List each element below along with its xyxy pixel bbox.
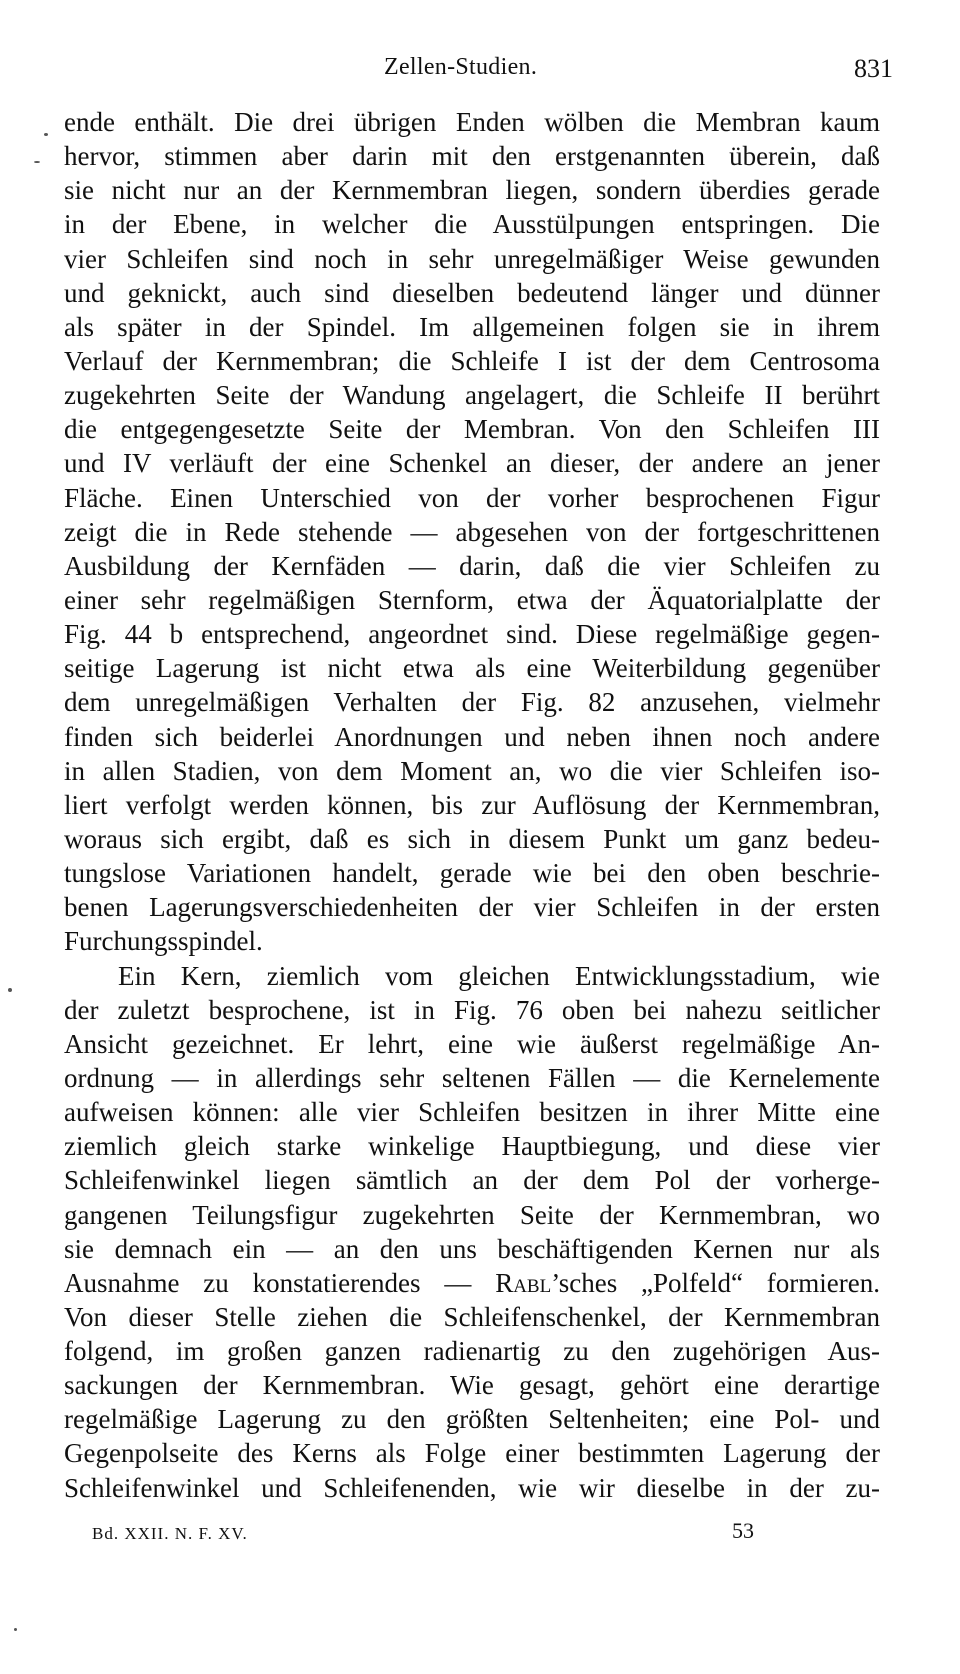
text-line: als später in der Spindel. Im allgemeinen folgen sie in ihrem <box>64 311 880 342</box>
text-line: ende enthält. Die drei übrigen Enden wölben die Membran kaum <box>64 107 880 137</box>
body-text <box>64 105 880 1505</box>
text-line: sie nicht nur an der Kernmembran liegen, sondern überdies gerade <box>64 175 880 206</box>
margin-speck <box>14 1628 17 1631</box>
text-line: Fig. 44 b entsprechend, angeordnet sind. Diese regelmäßige gegen- <box>64 619 880 650</box>
text-line: zeigt die in Rede stehende — abgesehen von der fortgeschrittenen <box>64 516 880 547</box>
text-line: Von dieser Stelle ziehen die Schleifenschenkel, der Kernmembran <box>64 1301 880 1332</box>
text-line: sie demnach ein — an den uns beschäftigenden Kernen nur als <box>64 1233 880 1264</box>
margin-speck <box>34 161 40 163</box>
paragraph-start-line: Ein Kern, ziemlich vom gleichen Entwicklungsstadium, wie <box>118 960 880 991</box>
text-line: die entgegengesetzte Seite der Membran. Von den Schleifen III <box>64 414 880 445</box>
text-line: vier Schleifen sind noch in sehr unregelmäßiger Weise gewunden <box>64 243 880 274</box>
sheet-number: 53 <box>732 1518 754 1543</box>
text-line: Ausbildung der Kernfäden — darin, daß die vier Schleifen zu <box>64 550 880 581</box>
running-title: Zellen-Studien. <box>384 54 538 80</box>
text-line: seitige Lagerung ist nicht etwa als eine Weiterbildung gegenüber <box>64 653 880 684</box>
text-line: finden sich beiderlei Anordnungen und neben ihnen noch andere <box>64 721 880 752</box>
text-line: liert verfolgt werden können, bis zur Auflösung der Kernmembran, <box>64 789 880 820</box>
text-line: in allen Stadien, von dem Moment an, wo die vier Schleifen iso- <box>64 755 880 786</box>
text-line: und geknickt, auch sind dieselben bedeutend länger und dünner <box>64 277 880 308</box>
text-line: tungslose Variationen handelt, gerade wie bei den oben beschrie- <box>64 858 880 889</box>
text-line: und IV verläuft der eine Schenkel an dieser, der andere an jener <box>64 448 880 479</box>
text-line: ziemlich gleich starke winkelige Hauptbiegung, und diese vier <box>64 1131 880 1162</box>
text-line: hervor, stimmen aber darin mit den erstgenannten überein, daß <box>64 141 880 172</box>
text-line: der zuletzt besprochene, ist in Fig. 76 oben bei nahezu seitlicher <box>64 994 880 1025</box>
text-line: Gegenpolseite des Kerns als Folge einer bestimmten Lagerung der <box>64 1438 880 1469</box>
text-line: einer sehr regelmäßigen Sternform, etwa der Äquatorialplatte der <box>64 584 880 615</box>
text-line: zugekehrten Seite der Wandung angelagert, die Schleife II berührt <box>64 380 880 411</box>
text-line: dem unregelmäßigen Verhalten der Fig. 82 anzusehen, vielmehr <box>64 687 880 718</box>
paragraph-end-line: Furchungsspindel. <box>64 926 263 957</box>
text-line: Schleifenwinkel und Schleifenenden, wie wir dieselbe in der zu- <box>64 1472 880 1503</box>
text-line: benen Lagerungsverschiedenheiten der vier Schleifen in der ersten <box>64 892 880 923</box>
text-line: Ansicht gezeichnet. Er lehrt, eine wie äußerst regelmäßige An- <box>64 1028 880 1059</box>
text-line: sackungen der Kernmembran. Wie gesagt, gehört eine derartige <box>64 1370 880 1401</box>
margin-speck <box>44 133 48 136</box>
text-line: aufweisen können: alle vier Schleifen besitzen in ihrer Mitte eine <box>64 1097 880 1128</box>
text-line: woraus sich ergibt, daß es sich in diesem Punkt um ganz bedeu- <box>64 823 880 854</box>
text-line: Ausnahme zu konstatierendes — Rabl’sches „Polfeld“ formieren. <box>64 1267 881 1298</box>
page-number: 831 <box>854 54 893 83</box>
text-line: in der Ebene, in welcher die Ausstülpungen entspringen. Die <box>64 209 880 240</box>
author-name: Rabl <box>495 1267 552 1298</box>
text-line: folgend, im großen ganzen radienartig zu den zugehörigen Aus- <box>64 1336 880 1367</box>
text-line: Fläche. Einen Unterschied von der vorher besprochenen Figur <box>64 482 880 513</box>
signature-mark: Bd. XXII. N. F. XV. <box>92 1524 248 1543</box>
margin-speck <box>8 988 12 992</box>
text-line: ordnung — in allerdings sehr seltenen Fällen — die Kernelemente <box>64 1062 880 1093</box>
text-line: Schleifenwinkel liegen sämtlich an der dem Pol der vorherge- <box>64 1165 880 1196</box>
text-line: Verlauf der Kernmembran; die Schleife I ist der dem Centrosoma <box>64 345 880 376</box>
text-line: gangenen Teilungsfigur zugekehrten Seite der Kernmembran, wo <box>64 1199 880 1230</box>
text-line: regelmäßige Lagerung zu den größten Seltenheiten; eine Pol- und <box>64 1404 880 1435</box>
